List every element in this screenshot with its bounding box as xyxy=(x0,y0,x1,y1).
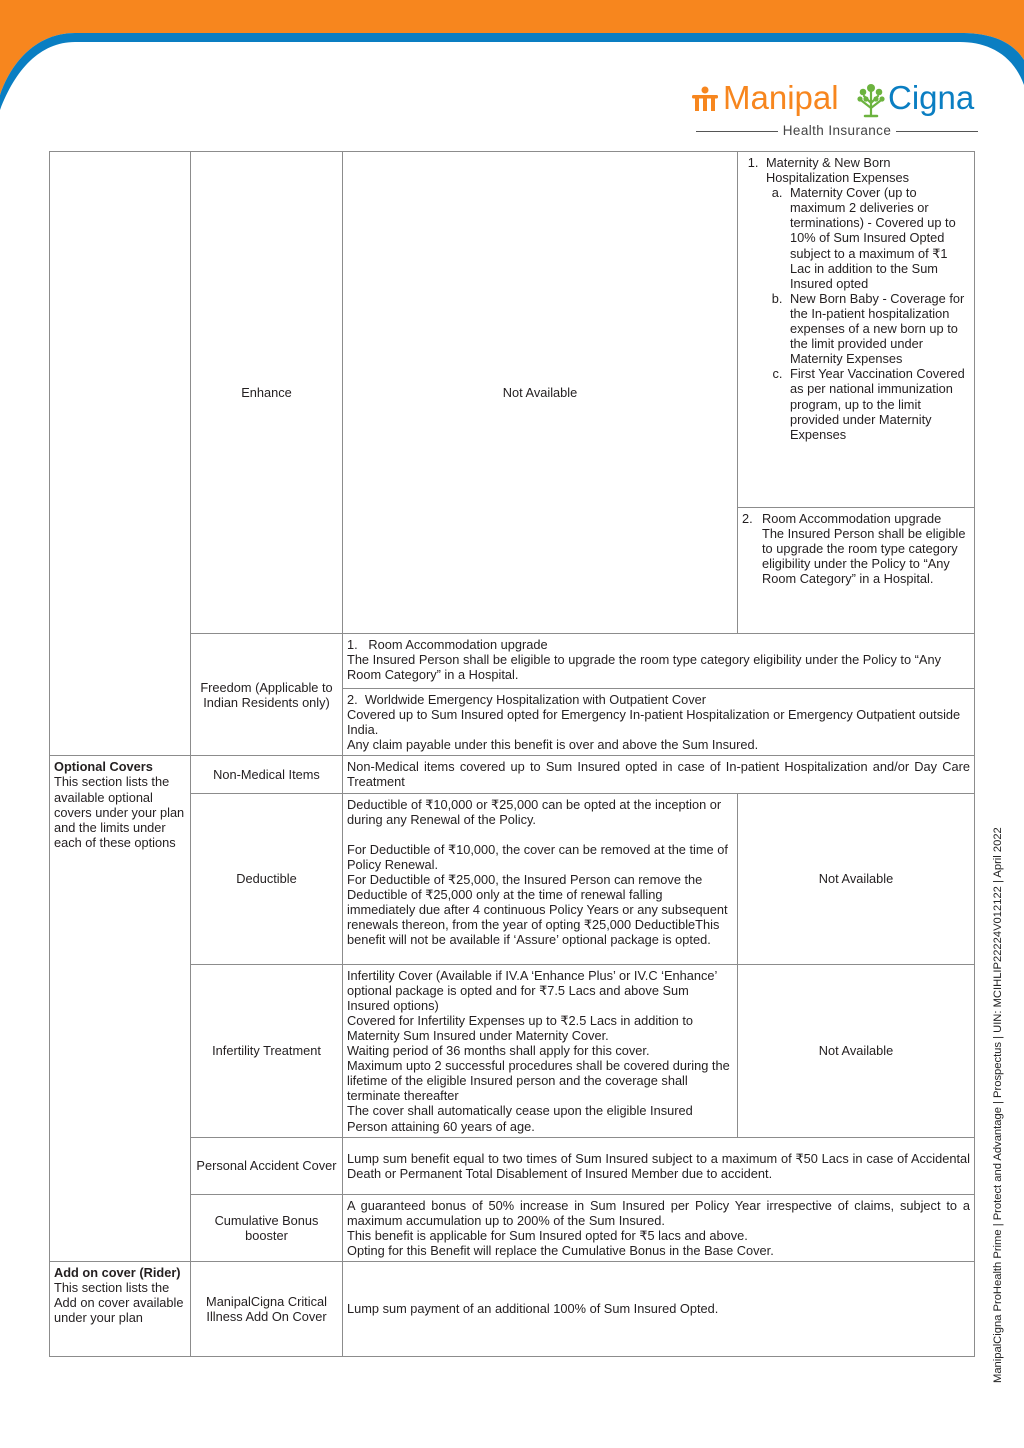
enhance-not-available: Not Available xyxy=(343,152,738,634)
optional-covers-title: Optional Covers xyxy=(54,759,153,775)
document-footer-vertical: ManipalCigna ProHealth Prime | Protect and Advantage | Prospectus | UIN: MCIHLIP22224V012122 | April 2022 xyxy=(992,827,1004,1383)
table-row-non-medical xyxy=(50,756,975,793)
optional-covers-desc: This section lists the available optional covers under your plan and the limits under each of these options xyxy=(54,774,185,850)
table-row-enhance xyxy=(50,152,975,508)
table-row-add-on xyxy=(50,1261,975,1356)
brand-subtitle: Health Insurance xyxy=(690,123,984,138)
add-on-cell xyxy=(50,1261,191,1356)
deductible-text: Deductible of ₹10,000 or ₹25,000 can be opted at the inception or during any Renewal of the Policy. For Deductible of ₹10,000, the cover can be removed at the time of Policy Renewal. For Deductible of ₹25,000, the Insured Person can remove the Deductible of ₹25,000 only at the time of renewal falling immediately due after 4 continuous Policy Years or any subsequent renewals thereon, from the year of opting ₹25,000 DeductibleThis benefit will not be available if ‘Assure’ optional package is opted. xyxy=(343,793,738,964)
non-medical-label: Non-Medical Items xyxy=(191,756,343,793)
infertility-not-available: Not Available xyxy=(738,964,975,1137)
maternity-subitem: c. First Year Vaccination Covered as per national immunization program, up to the limit provided under Maternity Expenses xyxy=(786,366,970,441)
freedom-item-1: 1. Room Accommodation upgrade The Insured Person shall be eligible to upgrade the room type category eligibility under the Policy to “Any Room Category” in a Hospital. xyxy=(343,634,975,689)
critical-illness-label: ManipalCigna Critical Illness Add On Cover xyxy=(191,1261,343,1356)
maternity-subitem: b. New Born Baby - Coverage for the In-patient hospitalization expenses of a new born up to the limit provided under Maternity Expenses xyxy=(786,291,970,366)
freedom-label: Freedom (Applicable to Indian Residents only) xyxy=(191,634,343,756)
personal-accident-text: Lump sum benefit equal to two times of Sum Insured subject to a maximum of ₹50 Lacs in case of Accidental Death or Permanent Total Disablement of Insured Member due to accident. xyxy=(343,1137,975,1194)
cumulative-label: Cumulative Bonus booster xyxy=(191,1194,343,1261)
room-upgrade-title: Room Accommodation upgrade xyxy=(762,511,942,526)
deductible-label: Deductible xyxy=(191,793,343,964)
brand-name-left: Manipal xyxy=(723,79,839,116)
cumulative-text: A guaranteed bonus of 50% increase in Sum Insured per Policy Year irrespective of claims, subject to a maximum accumulation up to 200% of the Sum Insured. This benefit is applicable for Sum Insured opted for ₹5 lacs and above. Opting for this Benefit will replace the Cumulative Bonus in the Base Cover. xyxy=(343,1194,975,1261)
brand-name-right: Cigna xyxy=(888,79,975,116)
manipal-emblem-icon xyxy=(690,86,720,112)
infertility-label: Infertility Treatment xyxy=(191,964,343,1137)
optional-covers-cell xyxy=(50,756,191,1262)
benefits-table xyxy=(49,151,975,1357)
maternity-subitem: a. Maternity Cover (up to maximum 2 deliveries or terminations) - Covered up to 10% of Sum Insured Opted subject to a maximum of ₹1 Lac in addition to the Sum Insured opted xyxy=(786,185,970,291)
enhance-room-cell xyxy=(738,508,975,634)
freedom-item-2: 2. Worldwide Emergency Hospitalization with Outpatient Cover Covered up to Sum Insured opted for Emergency In-patient Hospitalization or Emergency Outpatient outside India. Any claim payable under this benefit is over and above the Sum Insured. xyxy=(343,689,975,756)
infertility-text: Infertility Cover (Available if IV.A ‘Enhance Plus’ or IV.C ‘Enhance’ optional package is opted and for ₹7.5 Lacs and above Sum Insured options) Covered for Infertility Expenses up to ₹2.5 Lacs in addition to Maternity Sum Insured under Maternity Cover. Waiting period of 36 months shall apply for this cover. Maximum upto 2 successful procedures shall be covered during the lifetime of the eligible Insured person and the coverage shall terminate thereafter The cover shall automatically cease upon the eligible Insured Person attaining 60 years of age. xyxy=(343,964,738,1137)
personal-accident-label: Personal Accident Cover xyxy=(191,1137,343,1194)
deductible-not-available: Not Available xyxy=(738,793,975,964)
add-on-desc: This section lists the Add on cover available under your plan xyxy=(54,1280,184,1326)
brand-logo xyxy=(690,78,990,148)
add-on-title: Add on cover (Rider) xyxy=(54,1264,181,1280)
critical-illness-text: Lump sum payment of an additional 100% of Sum Insured Opted. xyxy=(343,1261,975,1356)
maternity-item: 1. Maternity & New Born Hospitalization Expenses a. Maternity Cover (up to maximum 2 deliveries or terminations) - Covered up to 10% of Sum Insured Opted subject to a maximum of ₹1 Lac in addition to the Sum Insured opted b. New Born Baby - Coverage for the In-patient hospitalization expenses of a new born up to the limit provided under Maternity Expenses c. First Year Vaccination Covered as per national immunization program, up to the limit provided under Maternity Expenses xyxy=(762,155,970,442)
room-upgrade-text: The Insured Person shall be eligible to upgrade the room type category eligibility under the Policy to “Any Room Category” in a Hospital. xyxy=(762,526,966,587)
enhance-label: Enhance xyxy=(191,152,343,634)
empty-section-cell xyxy=(50,152,191,756)
enhance-maternity-cell xyxy=(738,152,975,508)
tree-of-life-icon xyxy=(856,81,886,119)
non-medical-text: Non-Medical items covered up to Sum Insured opted in case of In-patient Hospitalization and/or Day Care Treatment xyxy=(343,756,975,793)
list-number: 2. xyxy=(742,511,753,526)
